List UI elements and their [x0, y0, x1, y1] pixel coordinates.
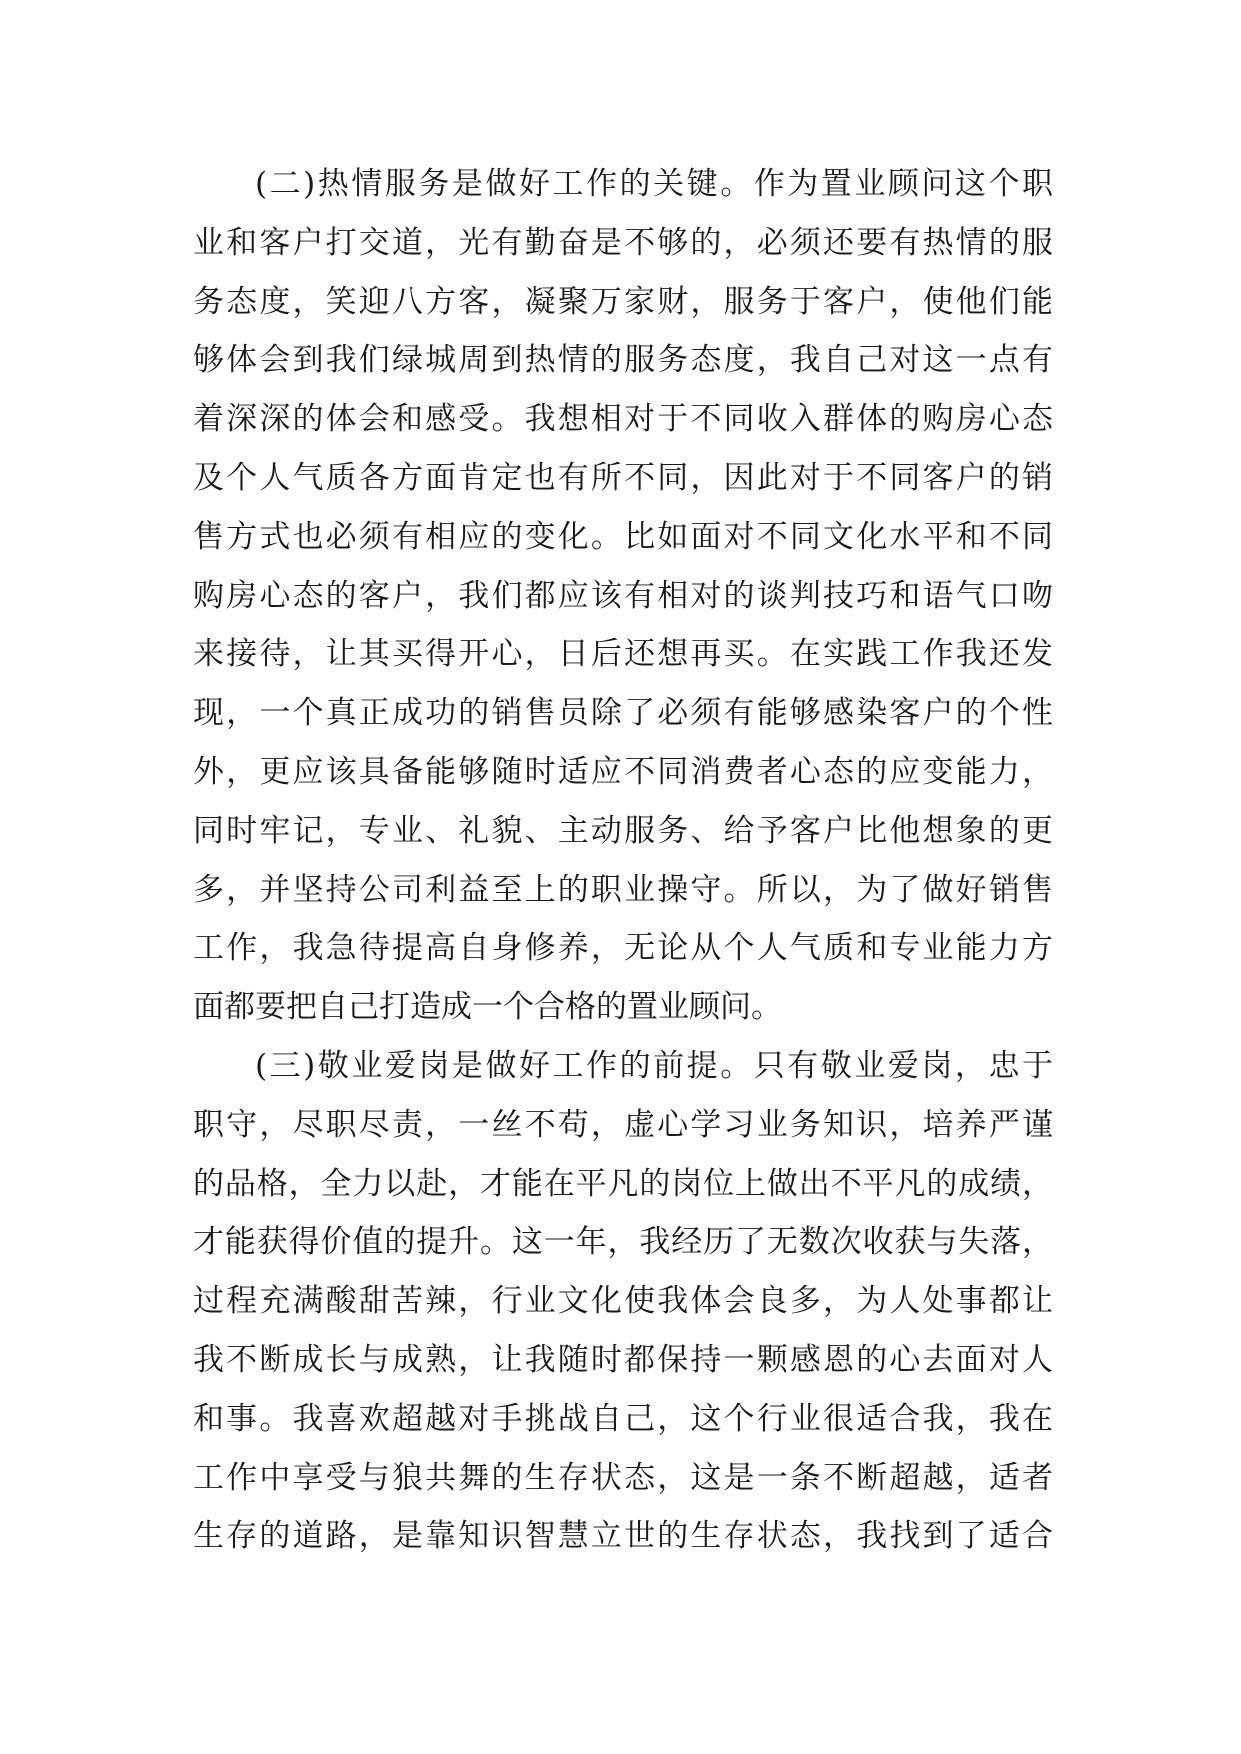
paragraph-line: 和事。我喜欢超越对手挑战自己，这个行业很适合我，我在 [193, 1400, 1053, 1437]
paragraph-line: 现，一个真正成功的销售员除了必须有能够感染客户的个性 [193, 695, 1053, 732]
paragraph-line: 的品格，全力以赴，才能在平凡的岗位上做出不平凡的成绩， [193, 1165, 1053, 1202]
paragraph-line: 多，并坚持公司利益至上的职业操守。所以，为了做好销售 [193, 871, 1053, 908]
paragraph-2 [193, 155, 1053, 1037]
paragraph-line: (三)敬业爱岗是做好工作的前提。只有敬业爱岗，忠于 [255, 1047, 1053, 1084]
paragraph-line: 售方式也必须有相应的变化。比如面对不同文化水平和不同 [193, 518, 1053, 555]
paragraph-line: 工作中享受与狼共舞的生存状态，这是一条不断超越，适者 [193, 1459, 1053, 1496]
paragraph-line: 购房心态的客户，我们都应该有相对的谈判技巧和语气口吻 [193, 577, 1053, 614]
paragraph-line: 我不断成长与成熟，让我随时都保持一颗感恩的心去面对人 [193, 1341, 1053, 1378]
paragraph-line: 够体会到我们绿城周到热情的服务态度，我自己对这一点有 [193, 342, 1053, 379]
paragraph-line: 及个人气质各方面肯定也有所不同，因此对于不同客户的销 [193, 459, 1053, 496]
paragraph-line: 同时牢记，专业、礼貌、主动服务、给予客户比他想象的更 [193, 812, 1053, 849]
paragraph-line: 着深深的体会和感受。我想相对于不同收入群体的购房心态 [193, 401, 1053, 438]
body-text [193, 155, 1053, 1566]
paragraph-line: 外，更应该具备能够随时适应不同消费者心态的应变能力， [193, 753, 1053, 790]
paragraph-line: 业和客户打交道，光有勤奋是不够的，必须还要有热情的服 [193, 224, 1053, 261]
paragraph-line: (二)热情服务是做好工作的关键。作为置业顾问这个职 [255, 166, 1053, 202]
paragraph-line: 工作，我急待提高自身修养，无论从个人气质和专业能力方 [193, 930, 1053, 967]
paragraph-line: 面都要把自己打造成一个合格的置业顾问。 [193, 989, 782, 1026]
paragraph-line: 职守，尽职尽责，一丝不苟，虚心学习业务知识，培养严谨 [193, 1106, 1053, 1143]
paragraph-line: 过程充满酸甜苦辣，行业文化使我体会良多，为人处事都让 [193, 1283, 1053, 1320]
paragraph-line: 来接待，让其买得开心，日后还想再买。在实践工作我还发 [193, 636, 1053, 673]
paragraph-line: 务态度，笑迎八方客，凝聚万家财，服务于客户，使他们能 [193, 283, 1053, 320]
paragraph-line: 生存的道路，是靠知识智慧立世的生存状态，我找到了适合 [193, 1518, 1053, 1555]
paragraph-line: 才能获得价值的提升。这一年，我经历了无数次收获与失落， [193, 1224, 1053, 1261]
paragraph-3 [193, 1037, 1053, 1566]
